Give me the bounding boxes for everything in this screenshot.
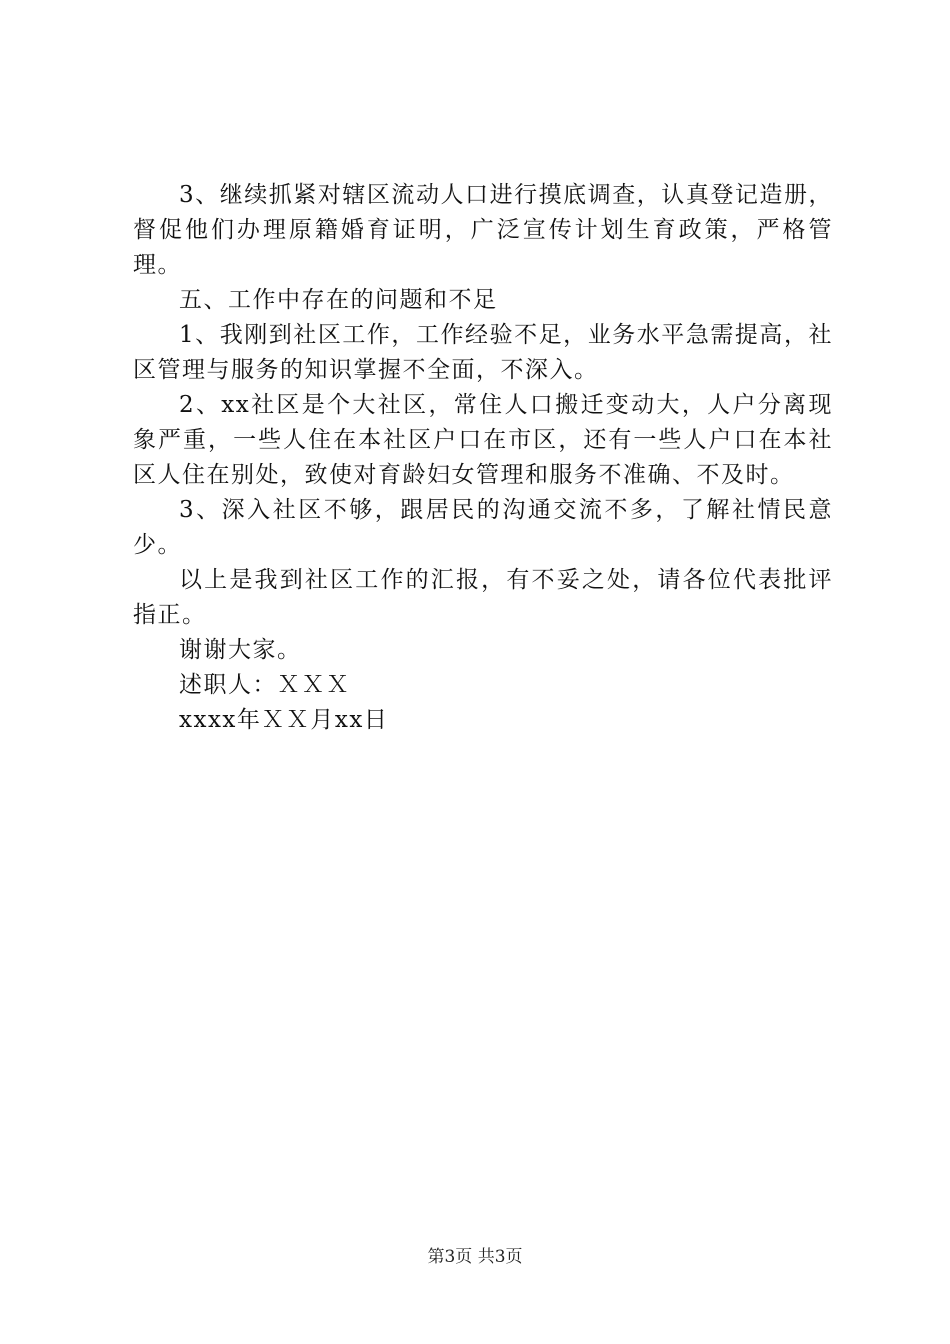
section-heading-problems: 五、工作中存在的问题和不足 xyxy=(179,287,498,313)
paragraph-item-3-continue: 3、继续抓紧对辖区流动人口进行摸底调查，认真登记造册，督促他们办理原籍婚育证明，广泛宣传计划生育政策，严格管理。 xyxy=(133,182,833,278)
paragraph-problem-3: 3、深入社区不够，跟居民的沟通交流不多，了解社情民意少。 xyxy=(133,497,833,558)
thanks-line: 谢谢大家。 xyxy=(179,637,302,663)
paragraph-problem-2: 2、xx社区是个大社区，常住人口搬迁变动大，人户分离现象严重，一些人住在本社区户口在市区，还有一些人户口在本社区人住在别处，致使对育龄妇女管理和服务不准确、不及时。 xyxy=(133,392,833,488)
document-body xyxy=(133,178,833,738)
date-line: xxxx年ＸＸ月xx日 xyxy=(179,707,389,733)
paragraph-closing: 以上是我到社区工作的汇报，有不妥之处，请各位代表批评指正。 xyxy=(133,567,833,628)
reporter-line: 述职人：ＸＸＸ xyxy=(179,672,351,698)
page-number-footer: 第3页 共3页 xyxy=(427,1247,523,1267)
paragraph-problem-1: 1、我刚到社区工作，工作经验不足，业务水平急需提高，社区管理与服务的知识掌握不全面，不深入。 xyxy=(133,322,833,383)
